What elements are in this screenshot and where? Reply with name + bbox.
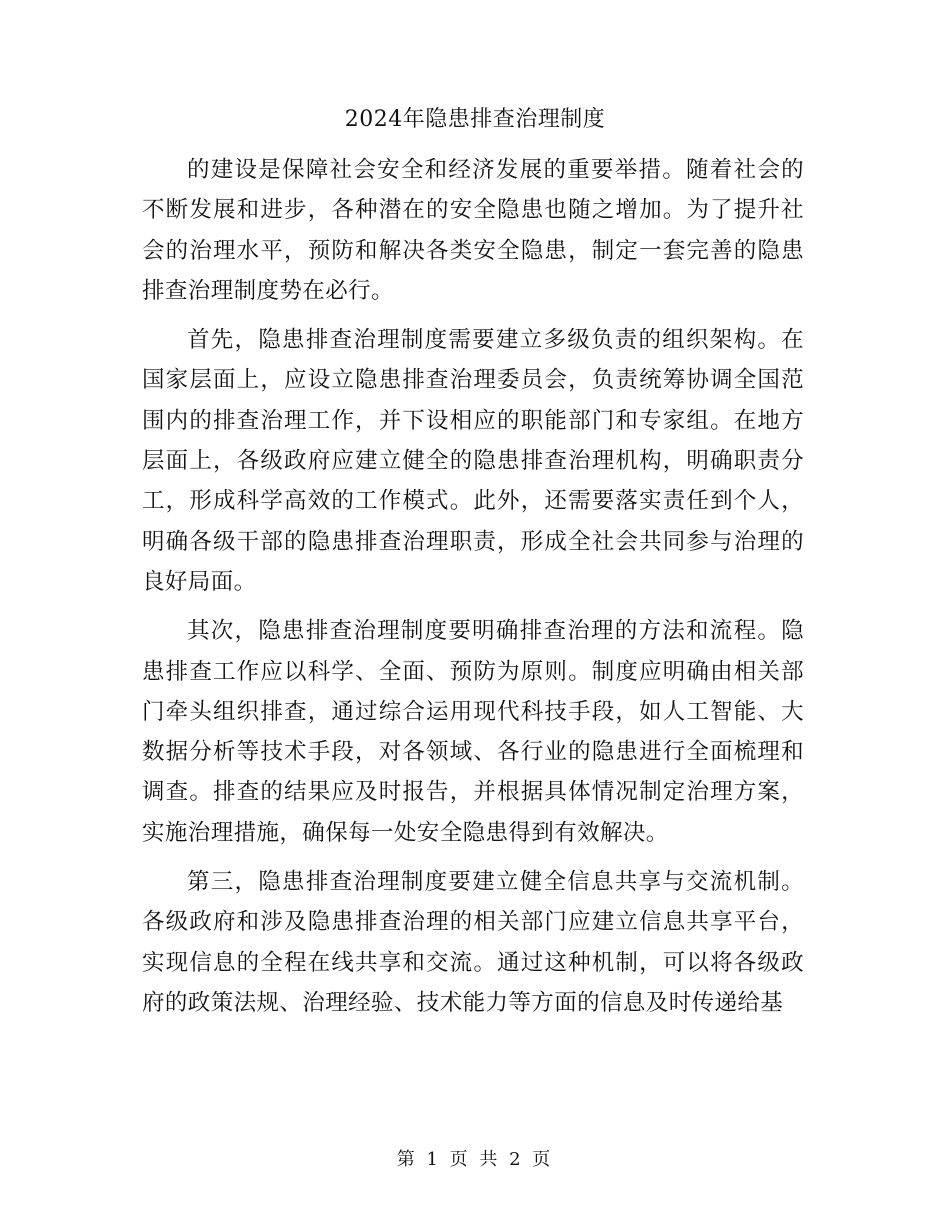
paragraph-methods: 其次，隐患排查治理制度要明确排查治理的方法和流程。隐患排查工作应以科学、全面、预防为原则。制度应明确由相关部门牵头组织排查，通过综合运用现代科技手段，如人工智能、大数据分析等技术手段，对各领域、各行业的隐患进行全面梳理和调查。排查的结果应及时报告，并根据具体情况制定治理方案，实施治理措施，确保每一处安全隐患得到有效解决。 — [142, 618, 804, 846]
paragraph-intro: 的建设是保障社会安全和经济发展的重要举措。随着社会的不断发展和进步，各种潜在的安全隐患也随之增加。为了提升社会的治理水平，预防和解决各类安全隐患，制定一套完善的隐患排查治理制度势在必行。 — [142, 157, 804, 304]
page-title: 2024年隐患排查治理制度 — [344, 107, 606, 132]
page-number-footer: 第 1 页 共 2 页 — [396, 1149, 554, 1170]
document-body — [142, 150, 804, 1032]
paragraph-organization: 首先，隐患排查治理制度需要建立多级负责的组织架构。在国家层面上，应设立隐患排查治理委员会，负责统筹协调全国范围内的排查治理工作，并下设相应的职能部门和专家组。在地方层面上，各级政府应建立健全的隐患排查治理机构，明确职责分工，形成科学高效的工作模式。此外，还需要落实责任到个人，明确各级干部的隐患排查治理职责，形成全社会共同参与治理的良好局面。 — [142, 327, 804, 595]
paragraph-information-sharing: 第三，隐患排查治理制度要建立健全信息共享与交流机制。各级政府和涉及隐患排查治理的相关部门应建立信息共享平台，实现信息的全程在线共享和交流。通过这种机制，可以将各级政府的政策法规、治理经验、技术能力等方面的信息及时传递给基 — [142, 869, 804, 1016]
